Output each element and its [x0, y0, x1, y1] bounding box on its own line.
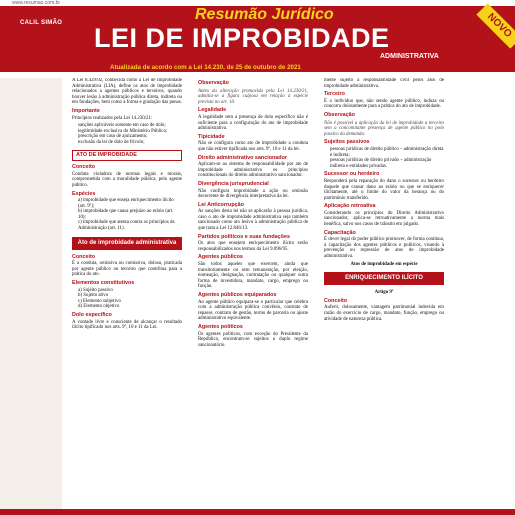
heading-conceito-3: Conceito: [324, 297, 348, 304]
author-name: CALIL SIMÃO: [20, 20, 63, 26]
conceito-2-text: É a conduta, omissiva ou comissiva, dolosa, praticada por agente público ou terceiro que contribua para a prática do ato.: [72, 261, 182, 278]
heading-anticorrupcao: Lei Anticorrupção: [198, 201, 244, 208]
atos-label: Atos de improbidade em espécie: [350, 261, 418, 267]
heading-agentes: Agentes públicos: [198, 254, 243, 261]
heading-politicos: Agentes políticos: [198, 323, 243, 330]
retroativa-text: Considerando os princípios do Direito Administrativo sancionador, aplica-se retroativamente a norma mais benéfica, salvo nos casos de trânsito em julgado.: [324, 210, 444, 228]
heading-conceito-2: Conceito: [72, 253, 96, 260]
page-subtitle: ADMINISTRATIVA: [380, 53, 439, 60]
terceiro-text: É o indivíduo que, não sendo agente público, induza ou concorra dolosamente para a prática do ato de improbidade.: [324, 98, 444, 110]
series-name: Resumão Jurídico: [195, 6, 334, 23]
partidos-text: Os atos que ensejem enriquecimento ilícito serão responsabilizados nos termos da Lei 9.096/95.: [198, 241, 308, 252]
heading-importante: Importante: [72, 107, 100, 114]
sujeitos-list: [324, 147, 444, 169]
heading-capacitacao: Capacitação: [324, 229, 356, 236]
content-columns: [0, 78, 515, 515]
site-url: www.resumao.com.br: [12, 0, 61, 6]
list-item: • d) Elemento objetivo: [78, 304, 182, 310]
heading-conceito: Conceito: [72, 164, 96, 171]
heading-tipicidade: Tipicidade: [198, 133, 225, 140]
heading-direito-sancionador: Direito administrativo sancionador: [198, 154, 287, 161]
list-item: • c) Elemento subjetivo: [78, 299, 182, 305]
heading-dolo: Dolo específico: [72, 312, 112, 318]
heading-partidos: Partidos políticos e suas fundações: [198, 233, 290, 240]
heading-equiparados: Agentes públicos equiparados: [198, 292, 277, 298]
column-1: [72, 78, 182, 515]
elementos-list: [72, 288, 182, 310]
heading-sujeitos: Sujeitos passivos: [324, 139, 370, 146]
intro-text: A Lei 8.429/92, conhecida como a Lei de Improbidade Administrativa (LIA), define os atos de improbidade relacionados a agentes públicos e terceiros, quando houver lesão à administração pública direta, indireta ou em fundações, bem como a forma e gradação das penas.: [72, 78, 182, 106]
heading-sucessor: Sucessor ou herdeiro: [324, 171, 380, 178]
importante-text: Princípios realizados pela Lei 14.230/21:: [72, 115, 153, 121]
equiparados-text: Ao agente público equipara-se o particular que celebra com a administração pública convênio, contrato de repasse, contrato de gestão, termo de parceria ou ajuste administrativo equivalente.: [198, 299, 308, 322]
capacitacao-text: É dever legal do poder público promover, de forma contínua, a capacitação dos agentes públicos e políticos, visando à prevenção ou repressão de atos de improbidade administrativa.: [324, 237, 444, 260]
update-note: Atualizada de acordo com a Lei 14.230, de 25 de outubro de 2021: [110, 64, 301, 71]
list-item: • prescrição em caso de ajuizamento;: [78, 134, 182, 140]
dolo-text: A vontade livre e consciente de alcançar o resultado ilícito tipificado nos arts. 9º, 10 e 11 da Lei.: [72, 319, 182, 331]
list-item: • a) Sujeito passivo: [78, 288, 182, 294]
heading-retroativa: Aplicação retroativa: [324, 203, 376, 210]
list-item: • pessoas jurídicas de direito privado – administração indireta e entidades privadas.: [330, 158, 444, 169]
artigo-label: Artigo 9º: [374, 290, 394, 296]
list-item: • exclusão da lei de dolo de frívolo;: [78, 140, 182, 146]
section-box-ato: ATO DE IMPROBIDADE: [72, 150, 182, 162]
heading-observacao-3: Observação: [324, 111, 355, 118]
observacao-text: Antes da alteração promovida pela Lei 14.230/21, admitia-se a figura culposa em relação à espécie prevista no art. 10.: [198, 88, 308, 105]
heading-terceiro: Terceiro: [324, 91, 345, 98]
column-2: [198, 78, 308, 515]
novo-badge: NOVO: [476, 3, 515, 48]
list-item: • a) improbidade que enseja enriquecimento ilícito (art. 9º);: [78, 198, 182, 209]
legalidade-text: A legalidade sem a presença de dolo específico não é suficiente para a configuração do ato de improbidade administrativa.: [198, 114, 308, 132]
heading-observacao: Observação: [198, 80, 229, 86]
agentes-text: São todos aqueles que exercem, ainda que transitoriamente ou sem remuneração, por eleição, nomeação, designação, contratação ou qualquer outra forma de investidura, mandato, cargo, emprego ou função.: [198, 262, 308, 290]
list-item: • c) improbidade que atenta contra os princípios da Administração (art. 11).: [78, 220, 182, 231]
page-title: LEI DE IMPROBIDADE: [94, 23, 390, 53]
divergencia-text: Não configura improbidade a ação ou omissão decorrente de divergência interpretativa da lei.: [198, 188, 308, 200]
importante-list: [72, 123, 182, 145]
heading-legalidade: Legalidade: [198, 107, 227, 114]
especies-list: [72, 198, 182, 232]
list-item: • pessoas jurídicas de direito público – administração direta e indireta;: [330, 147, 444, 158]
list-item: • b) improbidade que causa prejuízo ao erário (art. 10);: [78, 209, 182, 220]
observacao-3-text: Não é possível a aplicação da lei de improbidade a terceiro sem a concomitante presença de agente público no polo passivo da demanda.: [324, 120, 444, 137]
politicos-text: Os agentes políticos, com exceção do Presidente da República, encontram-se sujeitos a duplo regime sancionatório.: [198, 331, 308, 348]
list-item: • legitimidade exclusiva do Ministério Público;: [78, 129, 182, 135]
anticorrupcao-text: As sanções desta lei não se aplicarão à pessoa jurídica, caso o ato de improbidade administrativa seja também sancionado como ato lesivo à administração pública de que trata a Lei 12.846/13.: [198, 209, 308, 232]
footer-band: [0, 509, 515, 515]
sucessor-text: Responderá pela reparação do dano o sucessor ou herdeiro daquele que causar dano ao erário ou que se enriquecer ilicitamente, até o limite do valor da herança ou do patrimônio transferido.: [324, 178, 444, 201]
heading-elementos: Elementos constitutivos: [72, 280, 135, 287]
list-item: • sanções aplicáveis somente em caso de dolo;: [78, 123, 182, 129]
section-banner-enriquecimento: ENRIQUECIMENTO ILÍCITO: [324, 272, 444, 285]
heading-especies: Espécies: [72, 190, 96, 197]
continuation-text: mente sujeito à responsabilidade civil pelos atos de improbidade administrativa.: [324, 78, 444, 89]
heading-divergencia: Divergência jurisprudencial: [198, 180, 269, 187]
conceito-text: Conduta violadora de normas legais e morais, comprometida com a moralidade pública, pelo agente público.: [72, 171, 182, 188]
section-banner-ato-administrativa: Ato de improbidade administrativa: [72, 237, 182, 250]
column-3: [324, 78, 444, 515]
header-banner: [0, 6, 515, 72]
tipicidade-text: Não se configura como ato de improbidade a conduta que não estiver tipificada nos arts. 9º, 10 e 11 da lei.: [198, 141, 308, 152]
conceito-3-text: Auferir, dolosamente, vantagem patrimonial indevida em razão do exercício de cargo, mandato, função, emprego ou atividade de natureza pública.: [324, 305, 444, 322]
list-item: • b) Sujeito ativo: [78, 293, 182, 299]
direito-sancionador-text: Aplicam-se ao sistema de responsabilidade por ato de improbidade administrativa os princípios constitucionais do direito administrativo sancionador.: [198, 162, 308, 179]
